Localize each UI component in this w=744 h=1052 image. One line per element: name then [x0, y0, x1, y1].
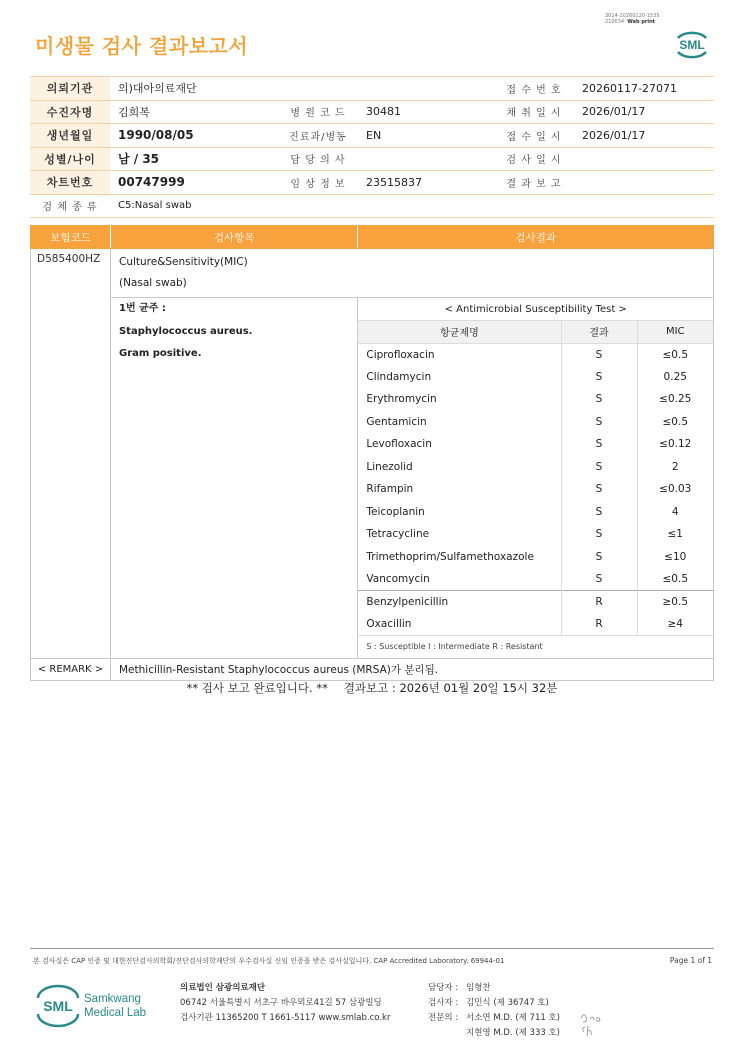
report-title: 미생물 검사 결과보고서 [35, 34, 249, 58]
col-code-header: 보험코드 [31, 226, 111, 249]
drug-result: S [561, 411, 637, 434]
drug-result: S [561, 366, 637, 389]
col-item-header: 검사항목 [110, 226, 357, 249]
footer-divider [30, 948, 714, 949]
drug-mic: ≤0.5 [637, 411, 713, 434]
organization-info [180, 981, 390, 1026]
insurance-code: D585400HZ [31, 249, 111, 659]
institution-label: 의뢰기관 [30, 77, 110, 101]
drug-name: Erythromycin [366, 393, 437, 406]
drug-row [358, 388, 713, 411]
chart-label: 차트번호 [30, 171, 110, 195]
drug-result: S [561, 546, 637, 569]
org-name: 의료법인 삼광의료재단 [180, 983, 266, 993]
drug-name: Linezolid [366, 460, 413, 473]
drug-result: S [561, 456, 637, 479]
birth-label: 생년월일 [30, 124, 110, 148]
susceptibility-legend: S : Susceptible I : Intermediate R : Resistant [366, 642, 543, 652]
signature-icon [578, 1010, 608, 1040]
doctor-value [358, 147, 494, 171]
drug-result: S [561, 343, 637, 366]
patient-info-table [30, 76, 714, 218]
receipt-no-label: 접 수 번 호 [494, 77, 574, 101]
manager-label: 담당자 : [428, 983, 459, 993]
receipt-date-value: 2026/01/17 [574, 124, 714, 148]
samkwang-logo-icon [36, 980, 156, 1028]
sex-age-label: 성별/나이 [30, 147, 110, 171]
clinical-label: 임 상 정 보 [278, 171, 358, 195]
drug-result: S [561, 433, 637, 456]
chart-value: 00747999 [110, 171, 278, 195]
logo-line1: Samkwang [84, 993, 141, 1005]
drug-mic: 0.25 [637, 366, 713, 389]
staff-info [428, 981, 560, 1041]
drug-row [358, 456, 713, 479]
doctor-label: 담 당 의 사 [278, 147, 358, 171]
hospital-code-value: 30481 [358, 100, 494, 124]
print-id: 3014-20260120-1535 [605, 13, 660, 19]
receipt-date-label: 접 수 일 시 [494, 124, 574, 148]
drug-name: Oxacillin [358, 613, 561, 636]
drug-name: Vancomycin [366, 573, 430, 585]
drug-row [358, 501, 713, 524]
dept-label: 진료과/병동 [278, 124, 358, 148]
drug-mic: 4 [637, 501, 713, 524]
drug-mic: ≥4 [637, 613, 713, 636]
drug-row [358, 343, 713, 366]
drug-result: S [561, 523, 637, 546]
drug-result: R [561, 591, 637, 614]
drug-name: Rifampin [366, 483, 414, 496]
drug-row [358, 523, 713, 546]
drug-mic: 2 [637, 456, 713, 479]
drug-mic: ≤0.12 [637, 433, 713, 456]
drug-mic: ≥0.5 [637, 591, 713, 614]
ast-cell [358, 298, 714, 659]
test-date-label: 검 사 일 시 [494, 147, 574, 171]
gram-stain: Gram positive. [118, 348, 202, 359]
web-print-label: Web print [627, 19, 656, 25]
drug-row [358, 591, 713, 614]
drug-name: Benzylpenicillin [358, 591, 561, 614]
drug-mic: ≤0.03 [637, 478, 713, 501]
specimen-value: C5:Nasal swab [110, 194, 714, 218]
test-name-line2: (Nasal swab) [118, 277, 187, 289]
dept-value: EN [358, 124, 494, 148]
print-info [605, 13, 660, 25]
collection-date-value: 2026/01/17 [574, 100, 714, 124]
samkwang-logo-sml: SML [43, 998, 73, 1014]
drug-name: Teicoplanin [366, 505, 425, 518]
drug-row [358, 433, 713, 456]
col-interp-header: 결과 [561, 321, 637, 344]
page-number: Page 1 of 1 [669, 956, 712, 965]
remark-value: Methicillin-Resistant Staphylococcus aureus (MRSA)가 분리됨. [110, 658, 713, 680]
institution-value: 의)대아의료재단 [110, 77, 494, 101]
expert-name-1: 서소연 M.D. (제 711 호) [466, 1013, 561, 1023]
birth-value: 1990/08/05 [110, 124, 278, 148]
print-code: 210034 [605, 19, 625, 25]
org-address: 06742 서울특별시 서초구 바우뫼로41길 57 삼광빌딩 [180, 998, 382, 1008]
result-table [30, 225, 714, 681]
drug-row [358, 411, 713, 434]
sml-logo-icon [672, 26, 712, 60]
drug-result: R [561, 613, 637, 636]
drug-name: Clindamycin [366, 370, 432, 383]
expert-label: 전문의 : [428, 1013, 459, 1023]
organism-name: Staphylococcus aureus. [118, 325, 253, 337]
sml-logo-text: SML [679, 38, 705, 52]
manager-name: 임형찬 [466, 983, 491, 993]
drug-row [358, 568, 713, 591]
logo-line2: Medical Lab [84, 1007, 147, 1019]
clinical-value: 23515837 [358, 171, 494, 195]
col-drug-header: 항균제명 [358, 321, 561, 344]
tester-name: 김민식 (제 36747 호) [466, 998, 549, 1008]
drug-row [358, 546, 713, 569]
report-label: 결 과 보 고 [494, 171, 574, 195]
name-label: 수진자명 [30, 100, 110, 124]
drug-mic: ≤0.5 [637, 568, 713, 591]
drug-result: S [561, 568, 637, 591]
report-time: 결과보고 : 2026년 01월 20일 15시 32분 [343, 681, 558, 695]
drug-name: Trimethoprim/Sulfamethoxazole [366, 550, 534, 563]
test-name-line1: Culture&Sensitivity(MIC) [118, 256, 248, 268]
ast-table [358, 298, 713, 658]
drug-result: S [561, 388, 637, 411]
test-date-value [574, 147, 714, 171]
organism-label: 1번 균주 : [118, 303, 166, 314]
collection-date-label: 채 취 일 시 [494, 100, 574, 124]
drug-mic: ≤0.25 [637, 388, 713, 411]
receipt-no-value: 20260117-27071 [574, 77, 714, 101]
drug-mic: ≤10 [637, 546, 713, 569]
test-name [110, 249, 713, 298]
accreditation-note: 본 검사실은 CAP 인증 및 대한진단검사의학회/진단검사의학재단의 우수검사실 신임 인증을 받은 검사실입니다. CAP Accredited Laboratory. 69944-01 [33, 957, 505, 965]
drug-row [358, 366, 713, 389]
completion-text: ** 검사 보고 완료입니다. ** [186, 681, 328, 695]
tester-label: 검사자 : [428, 998, 459, 1008]
drug-mic: ≤0.5 [637, 343, 713, 366]
hospital-code-label: 병 원 코 드 [278, 100, 358, 124]
col-mic-header: MIC [637, 321, 713, 344]
org-contact: 검사기관 11365200 T 1661-5117 www.smlab.co.kr [180, 1013, 391, 1023]
drug-mic: ≤1 [637, 523, 713, 546]
ast-title: < Antimicrobial Susceptibility Test > [358, 298, 713, 321]
report-value [574, 171, 714, 195]
drug-row [358, 478, 713, 501]
drug-name: Levofloxacin [366, 438, 432, 451]
remark-label: < REMARK > [31, 658, 111, 680]
drug-name: Gentamicin [366, 415, 427, 428]
name-value: 김희복 [110, 100, 278, 124]
completion-line [0, 680, 744, 696]
sex-age-value: 남 / 35 [110, 147, 278, 171]
drug-row [358, 613, 713, 636]
expert-name-2: 지현영 M.D. (제 333 호) [466, 1028, 561, 1038]
specimen-label: 검 체 종 류 [30, 194, 110, 218]
drug-result: S [561, 501, 637, 524]
organism-info [110, 298, 357, 659]
drug-name: Tetracycline [366, 528, 430, 541]
drug-result: S [561, 478, 637, 501]
drug-name: Ciprofloxacin [366, 348, 435, 361]
col-result-header: 검사결과 [358, 226, 714, 249]
